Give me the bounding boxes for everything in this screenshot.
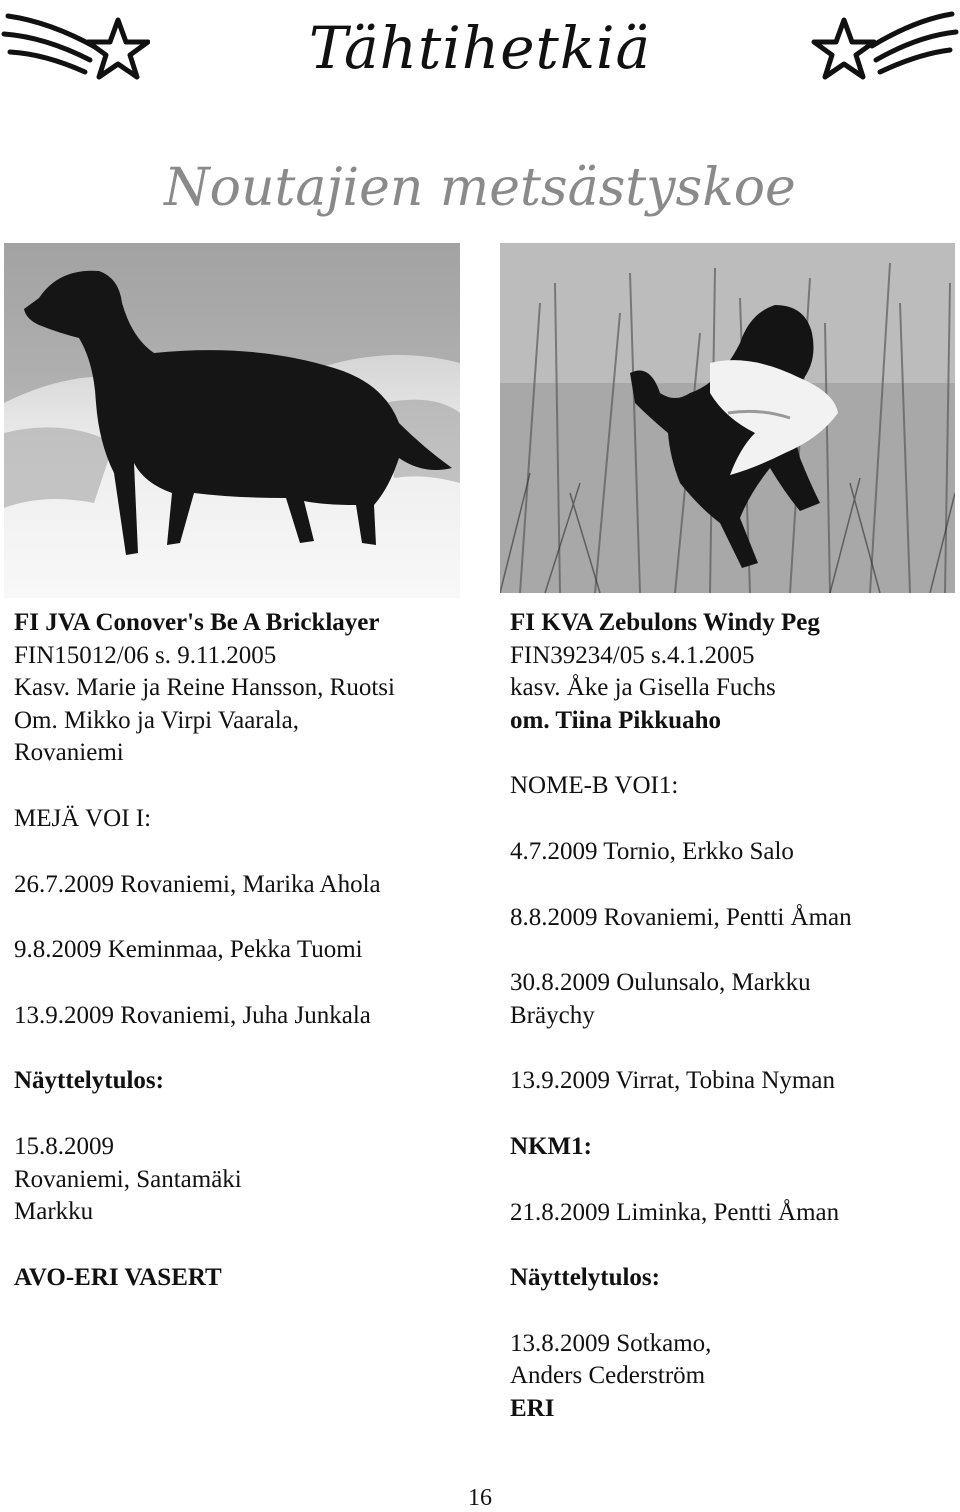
retriever-carrying-bird-photo bbox=[500, 243, 955, 593]
show-heading: Näyttelytulos: bbox=[510, 1264, 660, 1292]
nkm-result: 21.8.2009 Liminka, Pentti Åman bbox=[510, 1198, 840, 1226]
trial-result: 4.7.2009 Tornio, Erkko Salo bbox=[510, 837, 794, 865]
nkm-heading: NKM1: bbox=[510, 1132, 592, 1160]
registration: FIN15012/06 s. 9.11.2005 bbox=[14, 641, 277, 669]
breeder: Kasv. Marie ja Reine Hansson, Ruotsi bbox=[14, 674, 395, 702]
trial-result: 13.9.2009 Rovaniemi, Juha Junkala bbox=[14, 1001, 371, 1029]
dog-name: FI JVA Conover's Be A Bricklayer bbox=[14, 609, 380, 636]
article-subtitle: Noutajien metsästyskoe bbox=[164, 158, 796, 218]
right-dog-info bbox=[510, 607, 955, 1426]
page-number: 16 bbox=[468, 1485, 492, 1511]
show-judge: Markku bbox=[14, 1198, 94, 1226]
black-retriever-standing-photo bbox=[4, 243, 460, 598]
show-place: Rovaniemi, Santamäki bbox=[14, 1165, 242, 1193]
owner-location: Rovaniemi bbox=[14, 739, 124, 767]
trial-result: 8.8.2009 Rovaniemi, Pentti Åman bbox=[510, 903, 852, 931]
shooting-star-icon bbox=[810, 2, 960, 92]
dog-name: FI KVA Zebulons Windy Peg bbox=[510, 609, 820, 636]
owner: om. Tiina Pikkuaho bbox=[510, 706, 721, 734]
breeder: kasv. Åke ja Gisella Fuchs bbox=[510, 674, 776, 702]
show-result: AVO-ERI VASERT bbox=[14, 1263, 222, 1291]
trial-result: 13.9.2009 Virrat, Tobina Nyman bbox=[510, 1067, 835, 1095]
owner: Om. Mikko ja Virpi Vaarala, bbox=[14, 706, 300, 734]
page-title: Tähtihetkiä bbox=[308, 14, 652, 82]
trial-result-judge: Bräychy bbox=[510, 1001, 595, 1029]
trial-heading: MEJÄ VOI I: bbox=[14, 804, 152, 832]
show-date: 15.8.2009 bbox=[14, 1132, 114, 1160]
trial-heading: NOME-B VOI1: bbox=[510, 772, 679, 800]
registration: FIN39234/05 s.4.1.2005 bbox=[510, 641, 755, 669]
left-dog-info bbox=[14, 607, 484, 1294]
trial-result: 9.8.2009 Keminmaa, Pekka Tuomi bbox=[14, 936, 363, 964]
show-result: ERI bbox=[510, 1394, 555, 1422]
show-heading: Näyttelytulos: bbox=[14, 1067, 164, 1095]
trial-result: 26.7.2009 Rovaniemi, Marika Ahola bbox=[14, 870, 381, 898]
trial-result: 30.8.2009 Oulunsalo, Markku bbox=[510, 969, 811, 997]
show-judge: Anders Cederström bbox=[510, 1362, 706, 1390]
show-date-place: 13.8.2009 Sotkamo, bbox=[510, 1329, 712, 1357]
